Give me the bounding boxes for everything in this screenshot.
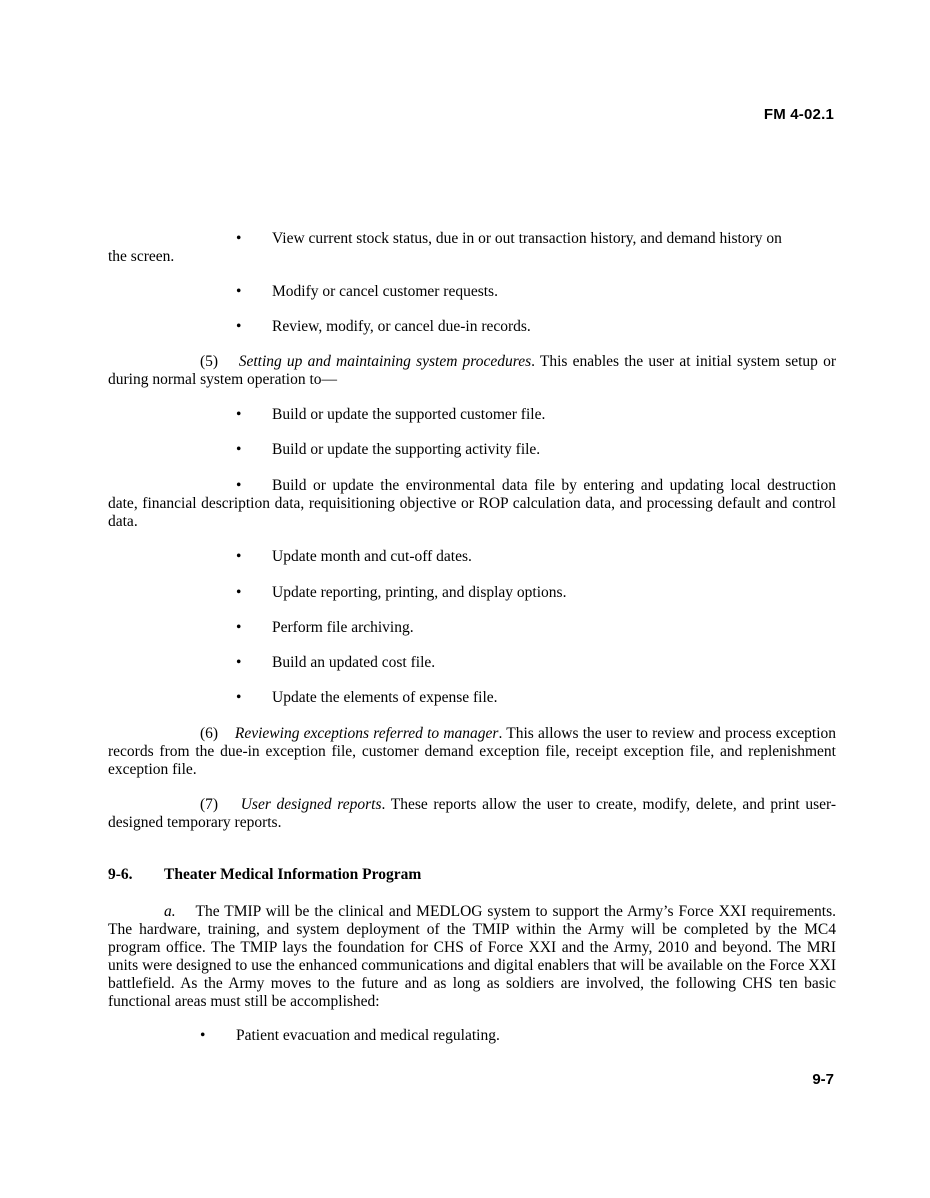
list-item — [108, 548, 836, 566]
list-item — [108, 1027, 836, 1045]
list-item — [108, 318, 836, 336]
list-item — [108, 283, 836, 301]
list-item-text: Perform file archiving. — [272, 619, 414, 636]
paragraph-letter: a. — [164, 903, 176, 920]
bullet-icon: • — [236, 230, 242, 247]
paragraph-text: The TMIP will be the clinical and MEDLOG system to support the Army’s Force XXI requirements. The hardware, training, and system deployment of the TMIP within the Army will be completed by the MC4 program office. The TMIP lays the foundation for CHS of Force XXI and the Army, 2010 and beyond. The MRI units were designed to use the enhanced communications and digital enablers that will be available on the Force XXI battlefield. As the Army moves to the future and as long as soldiers are involved, the following CHS ten basic functional areas must still be accomplished: — [108, 903, 836, 1010]
paragraph-7 — [108, 796, 836, 832]
bullet-icon: • — [236, 406, 242, 423]
bullet-icon: • — [200, 1027, 206, 1044]
section-title: Theater Medical Information Program — [164, 866, 422, 883]
bullet-icon: • — [236, 548, 242, 565]
bullet-icon: • — [236, 654, 242, 671]
list-item-text: Build or update the supported customer file. — [272, 406, 546, 423]
paragraph-5 — [108, 353, 836, 389]
list-item — [108, 654, 836, 672]
paragraph-number: (7) — [200, 796, 219, 813]
paragraph-text: . This allows the user to review and process exception records from the due-in exception file, customer demand exception file, receipt exception file, and replenishment exception file. — [108, 725, 836, 778]
list-item-text: Patient evacuation and medical regulating. — [236, 1027, 500, 1044]
list-item-text: Update the elements of expense file. — [272, 689, 498, 706]
list-item-text: Review, modify, or cancel due-in records. — [272, 318, 531, 335]
list-item-text: Build an updated cost file. — [272, 654, 436, 671]
bullet-icon: • — [236, 441, 242, 458]
list-item — [108, 619, 836, 637]
list-item — [108, 477, 836, 531]
paragraph-text: . This enables the user at initial system setup or during normal system operation to— — [108, 353, 836, 388]
list-item — [108, 584, 836, 602]
list-item-text: Update month and cut-off dates. — [272, 548, 472, 565]
paragraph-title: Setting up and maintaining system procedures — [238, 353, 532, 370]
bullet-list-stock — [108, 230, 836, 270]
bullet-icon: • — [236, 283, 242, 300]
bullet-icon: • — [236, 584, 242, 601]
paragraph-6 — [108, 725, 836, 779]
list-item-text: Build or update the environmental data file by entering and updating local destruction date, financial description data, requisitioning objective or ROP calculation data, and processing default and control data. — [108, 477, 836, 530]
paragraph-number: (6) — [200, 725, 219, 742]
bullet-icon: • — [236, 477, 242, 494]
section-number: 9-6. — [108, 866, 133, 883]
paragraph-a — [108, 903, 836, 1011]
list-item — [108, 441, 836, 459]
list-item-text: Build or update the supporting activity file. — [272, 441, 541, 458]
document-code: FM 4-02.1 — [763, 106, 834, 123]
list-item-text: Modify or cancel customer requests. — [272, 283, 498, 300]
page-number: 9-7 — [812, 1071, 834, 1088]
paragraph-number: (5) — [200, 353, 219, 370]
list-item — [108, 689, 836, 707]
bullet-icon: • — [236, 318, 242, 335]
list-item — [108, 406, 836, 424]
section-heading — [108, 866, 421, 884]
paragraph-text: . These reports allow the user to create, modify, delete, and print user-designed temporary reports. — [108, 796, 836, 831]
list-item-text: View current stock status, due in or out transaction history, and demand history on — [272, 230, 782, 247]
bullet-icon: • — [236, 619, 242, 636]
bullet-icon: • — [236, 689, 242, 706]
list-item-text: Update reporting, printing, and display options. — [272, 584, 567, 601]
paragraph-title: User designed reports — [240, 796, 382, 813]
list-item-continuation: the screen. — [108, 248, 175, 265]
paragraph-title: Reviewing exceptions referred to manager — [234, 725, 499, 742]
list-item — [108, 230, 836, 248]
